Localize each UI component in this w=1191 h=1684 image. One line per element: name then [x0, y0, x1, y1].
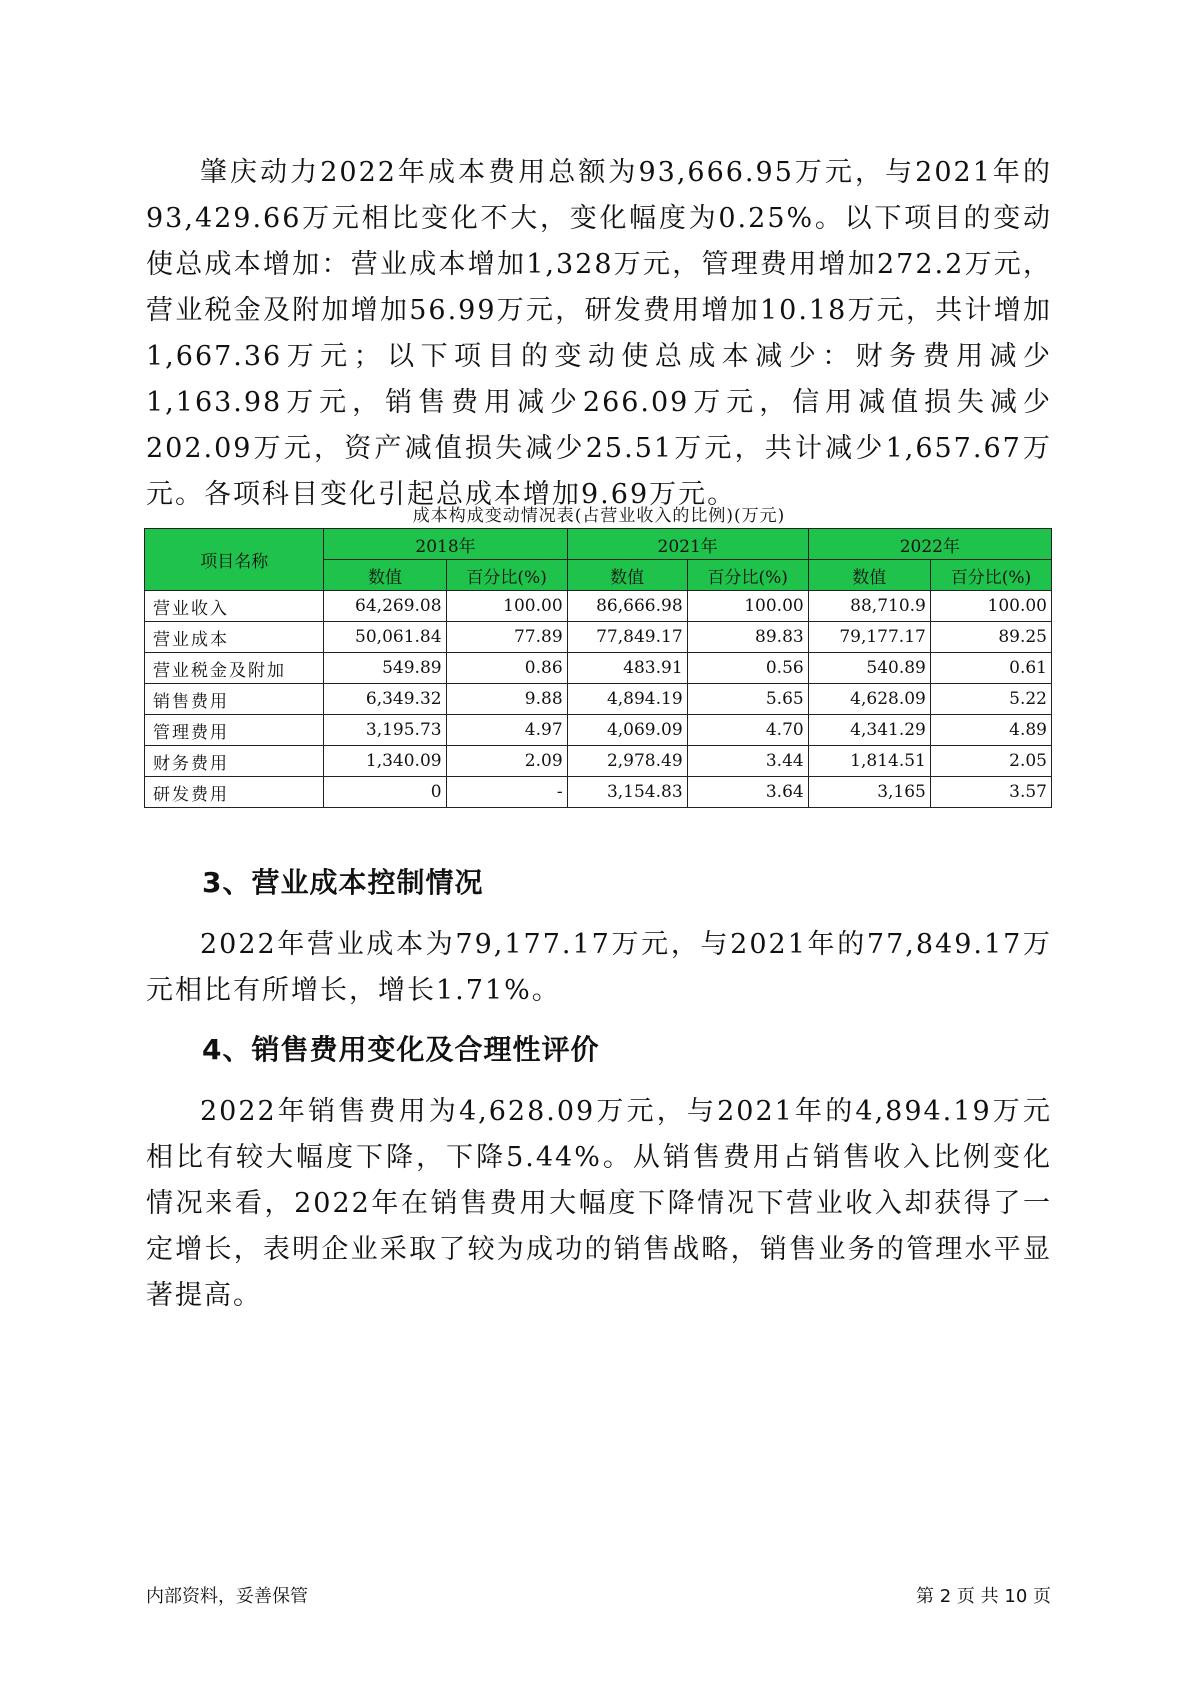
cell-value: 3,154.83	[567, 777, 687, 808]
cell-value: 64,269.08	[324, 591, 446, 622]
cell-value: 4,069.09	[567, 715, 687, 746]
cell-percent: 3.44	[687, 746, 808, 777]
cell-value: 86,666.98	[567, 591, 687, 622]
cell-value: 3,195.73	[324, 715, 446, 746]
cell-percent: 2.05	[930, 746, 1051, 777]
header-year-2022: 2022年	[808, 529, 1051, 560]
table-row	[145, 777, 1052, 808]
cell-value: 88,710.9	[808, 591, 930, 622]
table-row	[145, 591, 1052, 622]
header-year-2021: 2021年	[567, 529, 808, 560]
cost-structure-table	[144, 528, 1052, 808]
cell-percent: 2.09	[446, 746, 567, 777]
cell-percent: 89.83	[687, 622, 808, 653]
header-percent: 百分比(%)	[687, 560, 808, 591]
section-heading-operating-cost: 3、营业成本控制情况	[202, 866, 484, 899]
paragraph-cost-summary: 肇庆动力2022年成本费用总额为93,666.95万元，与2021年的93,429.66万元相比变化不大，变化幅度为0.25%。以下项目的变动使总成本增加：营业成本增加1,328万元，管理费用增加272.2万元，营业税金及附加增加56.99万元，研发费用增加10.18万元，共计增加1,667.36万元；以下项目的变动使总成本减少：财务费用减少1,163.98万元，销售费用减少266.09万元，信用减值损失减少202.09万元，资产减值损失减少25.51万元，共计减少1,657.67万元。各项科目变化引起总成本增加9.69万元。	[146, 157, 1052, 510]
header-percent: 百分比(%)	[446, 560, 567, 591]
cell-percent: 5.22	[930, 684, 1051, 715]
table-row	[145, 684, 1052, 715]
cell-value: 4,894.19	[567, 684, 687, 715]
cell-percent: 4.70	[687, 715, 808, 746]
cell-percent: 3.64	[687, 777, 808, 808]
table-row	[145, 746, 1052, 777]
header-value: 数值	[567, 560, 687, 591]
header-item-name: 项目名称	[145, 529, 324, 591]
cell-value: 3,165	[808, 777, 930, 808]
header-year-2018: 2018年	[324, 529, 567, 560]
cell-percent: 0.61	[930, 653, 1051, 684]
footer-confidential-note: 内部资料，妥善保管	[146, 1586, 308, 1607]
cell-value: 77,849.17	[567, 622, 687, 653]
cell-percent: 100.00	[930, 591, 1051, 622]
cell-percent: 4.89	[930, 715, 1051, 746]
row-label: 营业收入	[145, 591, 324, 622]
table-row	[145, 622, 1052, 653]
footer-page-number: 第 2 页 共 10 页	[916, 1586, 1051, 1607]
row-label: 研发费用	[145, 777, 324, 808]
cell-value: 540.89	[808, 653, 930, 684]
row-label: 销售费用	[145, 684, 324, 715]
row-label: 营业税金及附加	[145, 653, 324, 684]
table-row	[145, 653, 1052, 684]
cell-percent: -	[446, 777, 567, 808]
cell-percent: 3.57	[930, 777, 1051, 808]
header-percent: 百分比(%)	[930, 560, 1051, 591]
table-row	[145, 715, 1052, 746]
cell-value: 4,341.29	[808, 715, 930, 746]
row-label: 财务费用	[145, 746, 324, 777]
cell-percent: 0.86	[446, 653, 567, 684]
cell-value: 1,340.09	[324, 746, 446, 777]
cell-percent: 5.65	[687, 684, 808, 715]
cell-percent: 4.97	[446, 715, 567, 746]
cell-percent: 77.89	[446, 622, 567, 653]
cell-value: 1,814.51	[808, 746, 930, 777]
cell-value: 50,061.84	[324, 622, 446, 653]
cell-percent: 89.25	[930, 622, 1051, 653]
section-heading-sales-expense: 4、销售费用变化及合理性评价	[202, 1033, 600, 1066]
paragraph-operating-cost: 2022年营业成本为79,177.17万元，与2021年的77,849.17万元相比有所增长，增长1.71%。	[146, 929, 1052, 1006]
row-label: 管理费用	[145, 715, 324, 746]
cell-value: 0	[324, 777, 446, 808]
cell-percent: 9.88	[446, 684, 567, 715]
header-value: 数值	[808, 560, 930, 591]
row-label: 营业成本	[145, 622, 324, 653]
cell-value: 483.91	[567, 653, 687, 684]
cell-percent: 100.00	[446, 591, 567, 622]
table-header-row-years	[145, 529, 1052, 560]
paragraph-sales-expense: 2022年销售费用为4,628.09万元，与2021年的4,894.19万元相比有较大幅度下降，下降5.44%。从销售费用占销售收入比例变化情况来看，2022年在销售费用大幅度下降情况下营业收入却获得了一定增长，表明企业采取了较为成功的销售战略，销售业务的管理水平显著提高。	[146, 1096, 1052, 1311]
cell-percent: 100.00	[687, 591, 808, 622]
cell-value: 2,978.49	[567, 746, 687, 777]
cell-value: 6,349.32	[324, 684, 446, 715]
cell-percent: 0.56	[687, 653, 808, 684]
header-value: 数值	[324, 560, 446, 591]
cell-value: 4,628.09	[808, 684, 930, 715]
cell-value: 549.89	[324, 653, 446, 684]
table-caption: 成本构成变动情况表(占营业收入的比例)(万元)	[412, 506, 786, 526]
cell-value: 79,177.17	[808, 622, 930, 653]
